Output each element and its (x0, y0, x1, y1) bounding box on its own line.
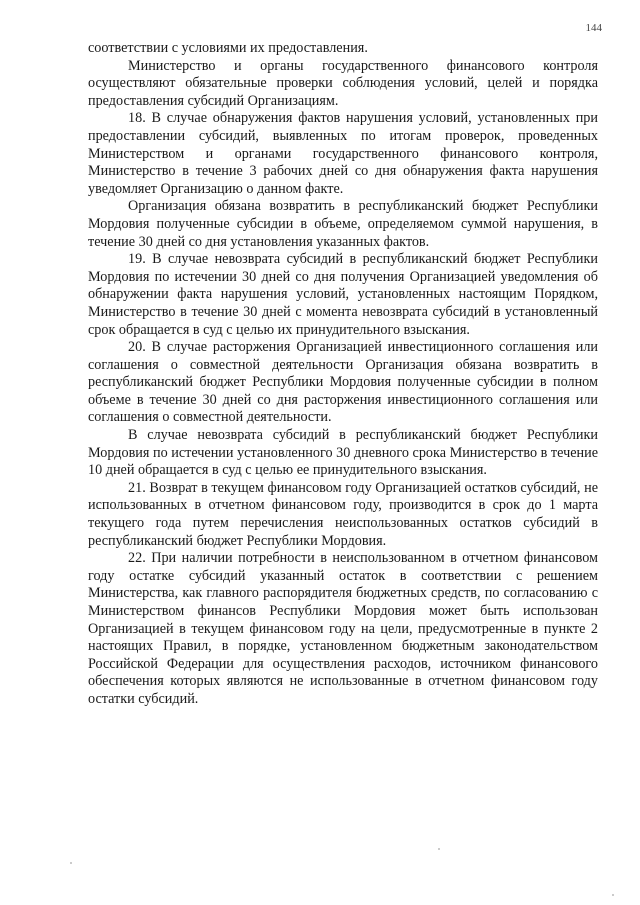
paragraph-20: 20. В случае расторжения Организацией инвестиционного соглашения или соглашения о совместной деятельности Организация обязана возвратить в республиканский бюджет Республики Мордовия полученные субсидии в полном объеме в течение 30 дней со дня расторжения инвестиционного соглашения или соглашения о совместной деятельности. (88, 339, 598, 426)
scan-speck (70, 862, 72, 864)
paragraph-19: 19. В случае невозврата субсидий в республиканский бюджет Республики Мордовия по истечении 30 дней со дня получения Организацией уведомления об обнаружении факта нарушения условий, установленных настоящим Порядком, Министерство в течение 30 дней с момента невозврата субсидий в установленный срок обращается в суд с целью их принудительного взыскания. (88, 251, 598, 338)
scan-speck (612, 894, 614, 896)
document-body (88, 40, 598, 709)
paragraph-20-court: В случае невозврата субсидий в республиканский бюджет Республики Мордовия по истечении установленного 30 дневного срока Министерство в течение 10 дней обращается в суд с целью ее принудительного взыскания. (88, 427, 598, 479)
paragraph-continuation: соответствии с условиями их предоставления. (88, 40, 368, 56)
page-number: 144 (585, 22, 602, 34)
paragraph-ministry-checks: Министерство и органы государственного финансового контроля осуществляют обязательные проверки соблюдения условий, целей и порядка предоставления субсидий Организациям. (88, 57, 598, 109)
paragraph-18-return: Организация обязана возвратить в республиканский бюджет Республики Мордовия полученные субсидии в объеме, определяемом суммой нарушения, в течение 30 дней со дня установления указанных фактов. (88, 198, 598, 250)
paragraph-18: 18. В случае обнаружения фактов нарушения условий, установленных при предоставлении субсидий, выявленных по итогам проверок, проведенных Министерством и органами государственного финансового контроля, Министерство в течение 3 рабочих дней со дня обнаружения факта нарушения уведомляет Организацию о данном факте. (88, 110, 598, 197)
paragraph-22: 22. При наличии потребности в неиспользованном в отчетном финансовом году остатке субсидий указанный остаток в соответствии с решением Министерства, как главного распорядителя бюджетных средств, по согласованию с Министерством финансов Республики Мордовия может быть использован Организацией в текущем финансовом году на цели, предусмотренные в пункте 2 настоящих Правил, в порядке, установленном бюджетным законодательством Российской Федерации для осуществления расходов, источником финансового обеспечения которых являются не использованные в отчетном финансовом году остатки субсидий. (88, 550, 598, 707)
scan-speck (438, 848, 440, 850)
paragraph-21: 21. Возврат в текущем финансовом году Организацией остатков субсидий, не использованных в отчетном финансовом году, производится в срок до 1 марта текущего года путем перечисления неиспользованных остатков субсидий в республиканский бюджет Республики Мордовия. (88, 479, 598, 549)
